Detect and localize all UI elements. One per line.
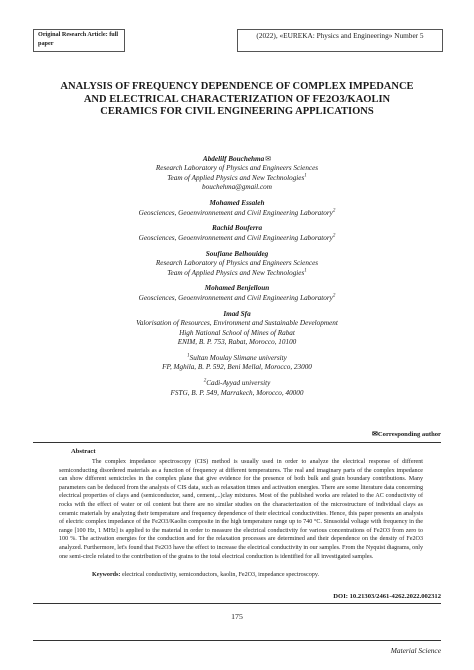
author-name: Mohamed Benjelloun xyxy=(204,284,270,293)
author-name: Soufiane Belhouideg xyxy=(205,249,269,258)
article-type: Original Research Article: full paper xyxy=(38,31,119,47)
journal-box xyxy=(237,29,443,52)
author-affiliation: Research Laboratory of Physics and Engineers Sciences xyxy=(155,259,319,268)
author-affiliation: Research Laboratory of Physics and Engineers Sciences xyxy=(155,164,319,173)
author-2 xyxy=(70,199,404,218)
affiliation-line: FSTG, B. P. 549, Marrakech, Morocco, 40000 xyxy=(170,388,304,397)
author-name: Imad Sfa xyxy=(223,309,251,318)
corresponding-author-note xyxy=(371,430,441,438)
journal-name: (2022), «EUREKA: Physics and Engineering» Number 5 xyxy=(256,31,424,40)
author-1 xyxy=(70,155,404,193)
doi-link[interactable]: DOI: 10.21303/2461-4262.2022.002312 xyxy=(333,593,441,600)
envelope-icon: ✉ xyxy=(265,155,272,163)
affiliation-sup: 1 xyxy=(187,353,190,359)
author-email[interactable]: bouchehma@gmail.com xyxy=(202,183,272,192)
author-affiliation: Team of Applied Physics and New Technologies xyxy=(167,173,305,182)
abstract-heading: Abstract xyxy=(71,448,96,455)
author-4 xyxy=(70,250,404,278)
keywords-line xyxy=(59,571,423,580)
page-number: 175 xyxy=(231,612,243,621)
affiliation-2 xyxy=(70,379,404,398)
keywords-label: Keywords: xyxy=(92,572,121,578)
affiliation-1 xyxy=(70,354,404,373)
author-affiliation: Geosciences, Geoenvironnement and Civil Engineering Laboratory xyxy=(138,293,333,302)
affiliation-sup: 1 xyxy=(304,268,307,274)
section-footer: Material Science xyxy=(390,646,441,655)
top-divider xyxy=(33,442,441,443)
corresponding-label: Corresponding author xyxy=(377,431,441,438)
bottom-divider xyxy=(33,603,441,604)
affiliation-sup: 2 xyxy=(332,233,336,239)
abstract-text: The complex impedance spectroscopy (CIS) method is usually used in order to analyze the electrical response of different semiconducting disordered materials as a function of frequency at different temperatures. The real and imaginary parts of the complex impedance can show different semicircles in the complex plane that give evidence for the presence of both bulk and grain boundary contributions. Many parameters can be deduced from the analysis of CIS data, such as relaxation times and activation energies. There are some literature data concerning electrical properties of clays and (semiconductor, sand, cement,...)clay mixtures. Most of the published works are related to the AC conductivity of rocks with the effect of water or oil content but there are no similar studies on the characterization of the microstructure of individual clays as ceramic materials by analyzing their temperature and frequency dependence of their electrical conductivities. Hence, this paper presents an analysis of electric complex impedance of the Fe2O3/Kaolin composite in the high temperature range up to 740 °C. Sinusoidal voltage with frequency in the range [100 Hz, 1 MHz] is applied to the material in order to measure the electrical conductivity for various concentrations of Fe2O3 from zero to 100 %. The activation energies for the conduction and for the relaxation processes are determined and their dependence on the density of Fe2O3 analyzed. Furthermore, let's found that Fe2O3 have the effect to increase the electrical conductivity in our samples. From the Nyquist diagrams, only one semi-circle related to the contribution of the grains to the total electrical conduction is identified for all investigated samples. xyxy=(59,459,423,560)
affiliation-sup: 2 xyxy=(332,208,336,214)
affiliation-sup: 2 xyxy=(203,378,207,384)
envelope-icon: ✉ xyxy=(372,430,378,438)
author-3 xyxy=(70,224,404,243)
affiliation-line: Sultan Moulay Slimane university xyxy=(189,353,287,362)
keywords-text: electrical conductivity, semiconductors, kaolin, Fe2O3, impedance spectroscopy. xyxy=(121,572,319,578)
paper-title: ANALYSIS OF FREQUENCY DEPENDENCE OF COMPLEX IMPEDANCE AND ELECTRICAL CHARACTERIZATION OF FE2O3/KAOLIN CERAMICS FOR CIVIL ENGINEERING APPLICATIONS xyxy=(60,81,414,117)
author-5 xyxy=(70,284,404,303)
author-6 xyxy=(70,310,404,348)
author-block xyxy=(70,155,404,398)
author-name: Rachid Bouferra xyxy=(211,224,263,233)
article-type-box xyxy=(33,29,125,52)
author-affiliation: Geosciences, Geoenvironnement and Civil Engineering Laboratory xyxy=(138,208,333,217)
footer-divider xyxy=(33,640,441,641)
author-affiliation: Geosciences, Geoenvironnement and Civil Engineering Laboratory xyxy=(138,233,333,242)
author-name: Mohamed Essaleh xyxy=(209,199,265,208)
author-affiliation: ENIM, B. P. 753, Rabat, Morocco, 10100 xyxy=(177,338,297,346)
author-affiliation: Valorisation of Resources, Environment and Sustainable Development xyxy=(136,319,338,328)
affiliation-sup: 2 xyxy=(332,293,336,299)
affiliation-line: Cadi-Ayyad university xyxy=(206,379,271,388)
author-affiliation: High National School of Mines of Rabat xyxy=(179,328,295,337)
affiliation-sup: 1 xyxy=(304,173,307,179)
author-name: Abdelilf Bouchehma xyxy=(202,155,265,163)
author-affiliation: Team of Applied Physics and New Technologies xyxy=(167,268,305,277)
affiliation-line: FP, Mghila, B. P. 592, Beni Mellal, Morocco, 23000 xyxy=(162,363,312,372)
